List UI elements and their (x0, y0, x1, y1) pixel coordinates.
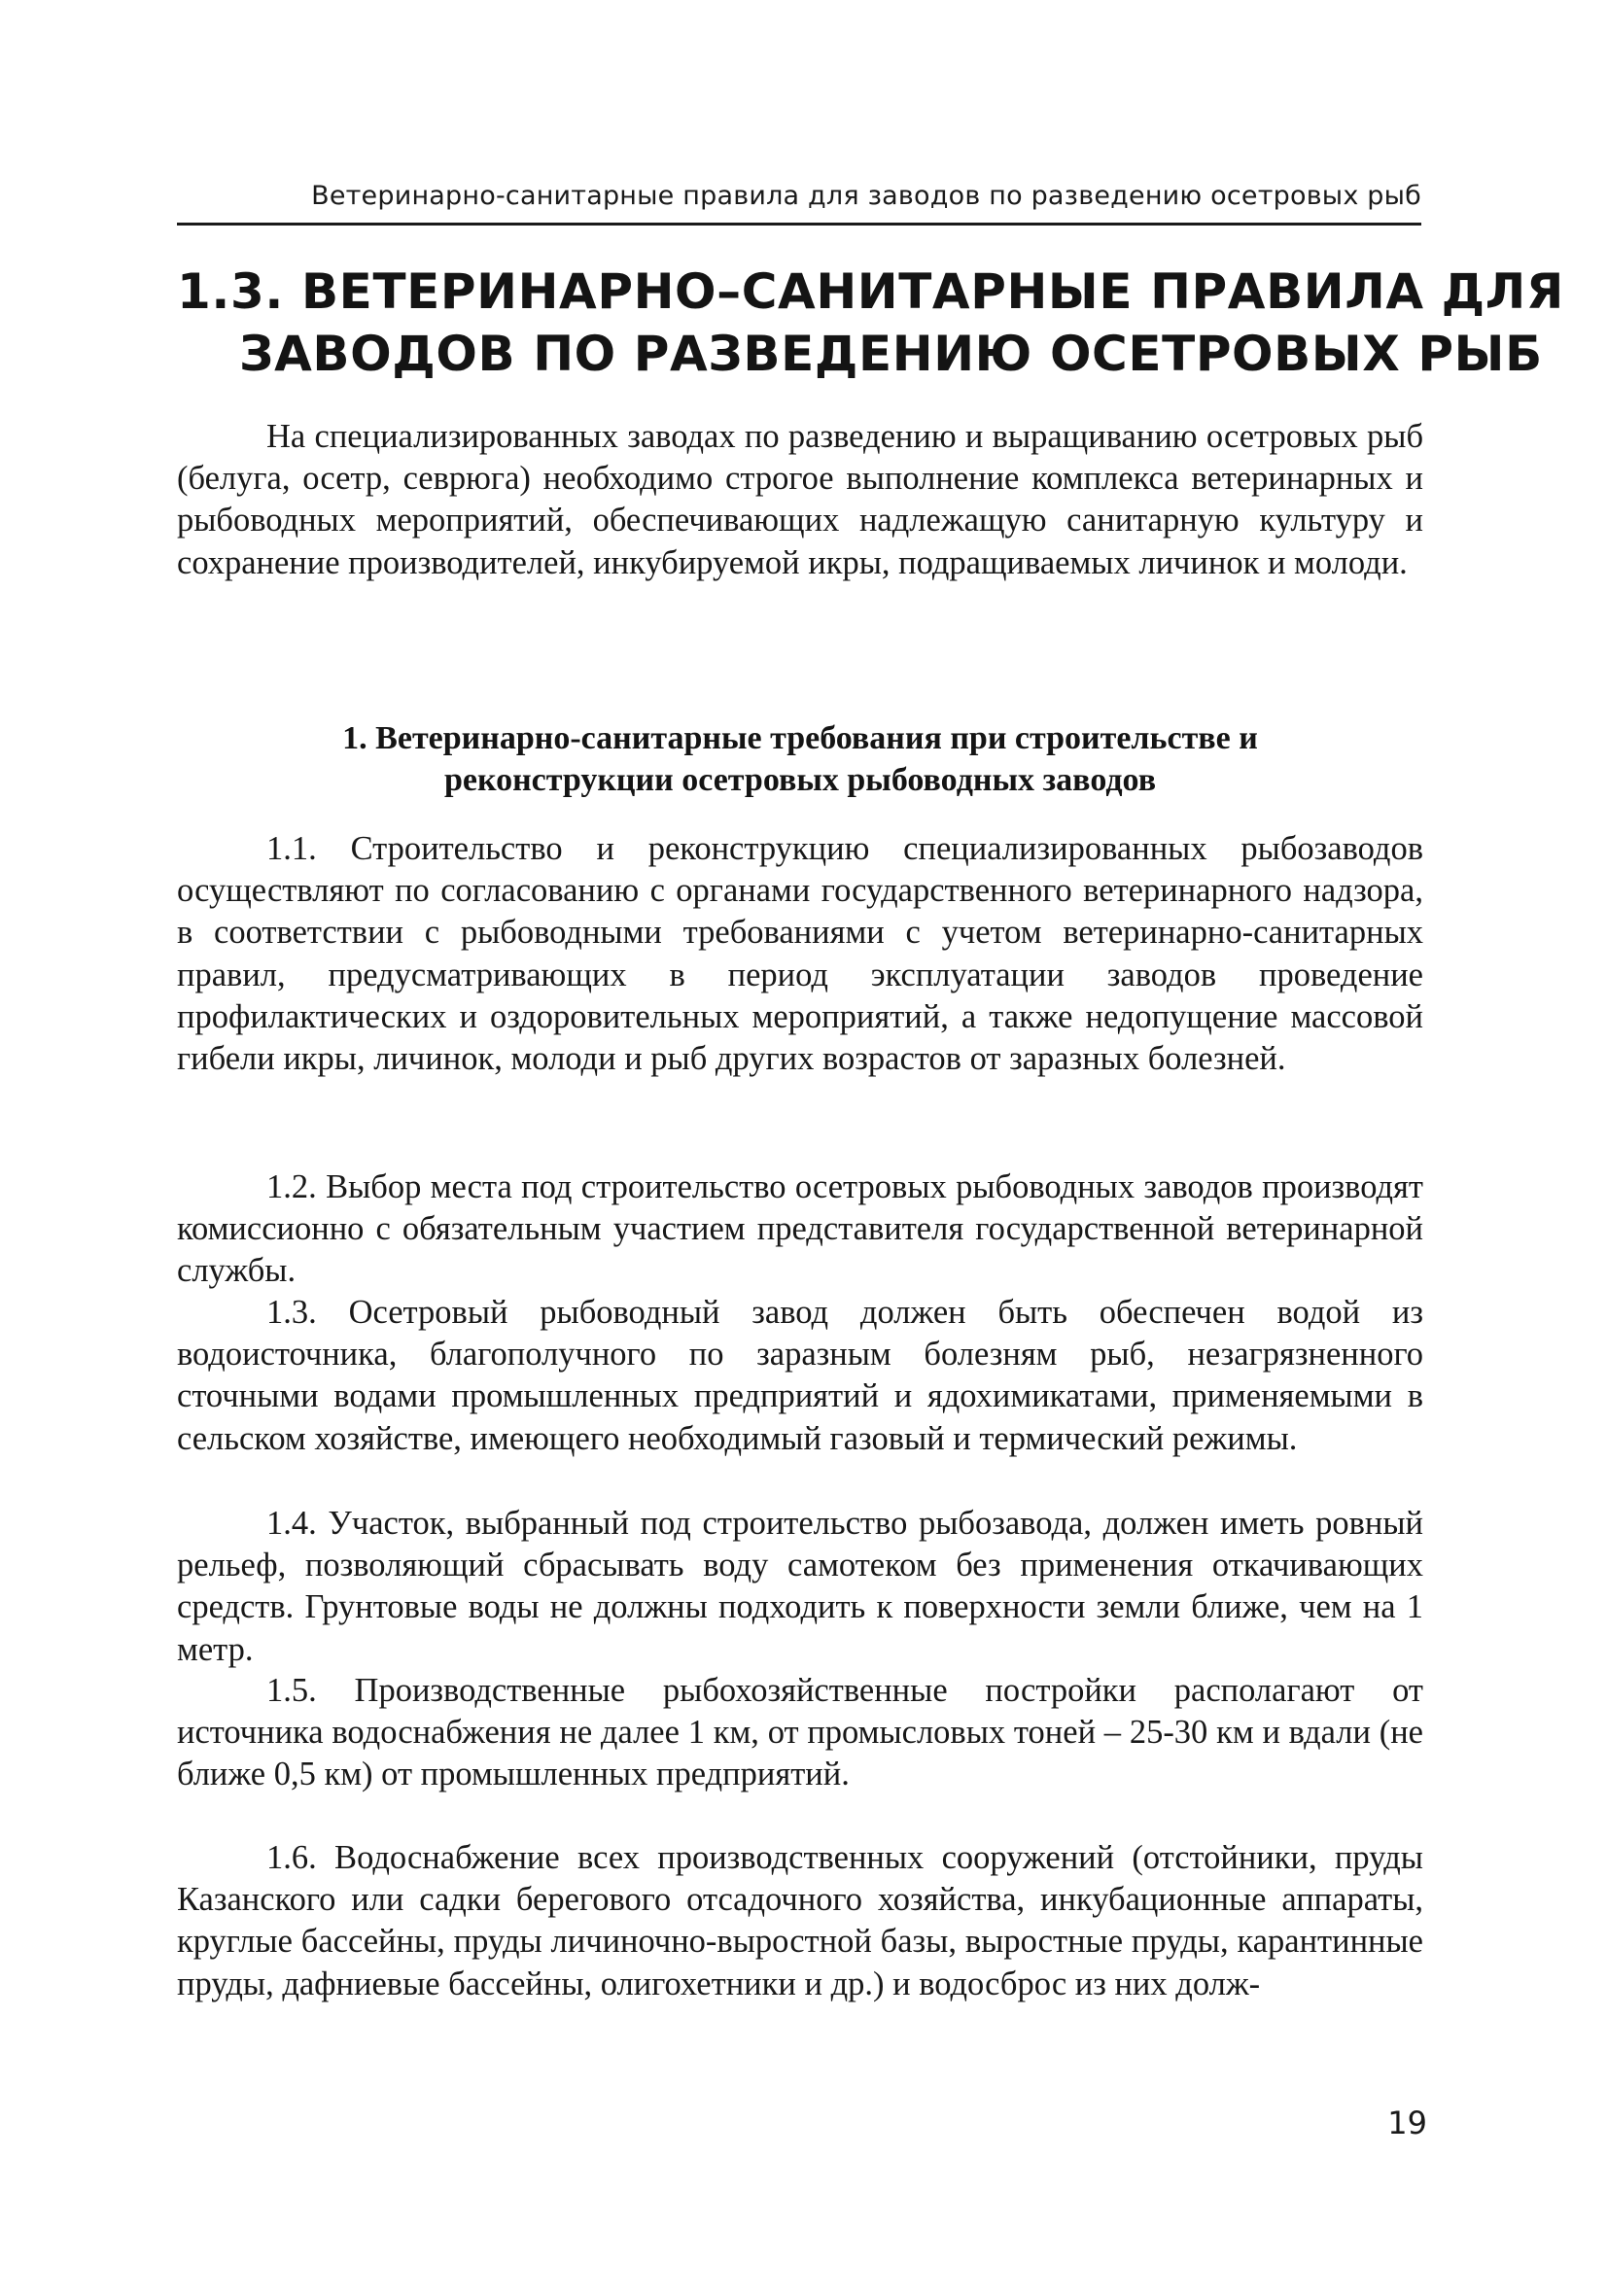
paragraph-1-6: 1.6. Водоснабжение всех производственных сооружений (отстойники, пруды Казанского или садки берегового отсадочного хозяйства, инкубационные аппараты, круглые бассейны, пруды личиночно-выростной базы, выростные пруды, карантинные пруды, дафниевые бассейны, олигохетники и др.) и водосброс из них долж- (177, 1839, 1423, 2002)
section-title-line-2: ЗАВОДОВ ПО РАЗВЕДЕНИЮ ОСЕТРОВЫХ РЫБ (239, 326, 1543, 382)
paragraph-1-3: 1.3. Осетровый рыбоводный завод должен быть обеспечен водой из водоисточника, благополучного по заразным болезням рыб, незагрязненного сточными водами промышленных предприятий и ядохимикатами, применяемыми в сельском хозяйстве, имеющего необходимый газовый и термический режимы. (177, 1294, 1423, 1457)
subsection-heading-line-1: 1. Ветеринарно-санитарные требования при строительстве и (342, 720, 1258, 756)
paragraph-1-2: 1.2. Выбор места под строительство осетровых рыбоводных заводов производят комиссионно с обязательным участием представителя государственной ветеринарной службы. (177, 1168, 1423, 1290)
paragraph-1-1: 1.1. Строительство и реконструкцию специализированных рыбозаводов осуществляют по согласованию с органами государственного ветеринарного надзора, в соответствии с рыбоводными требованиями с учетом ветеринарно-санитарных правил, предусматривающих в период эксплуатации заводов проведение профилактических и оздоровительных мероприятий, а также недопущение массовой гибели икры, личинок, молоди и рыб других возрастов от заразных болезней. (177, 830, 1423, 1078)
subsection-heading-line-2: реконструкции осетровых рыбоводных заводов (443, 762, 1157, 798)
intro-paragraph: На специализированных заводах по разведению и выращиванию осетровых рыб (белуга, осетр, севрюга) необходимо строгое выполнение комплекса ветеринарных и рыбоводных мероприятий, обеспечивающих надлежащую санитарную культуру и сохранение производителей, инкубируемой икры, подращиваемых личинок и молоди. (177, 418, 1423, 581)
paragraph-1-5: 1.5. Производственные рыбохозяйственные постройки располагают от источника водоснабжения не далее 1 км, от промысловых тоней – 25-30 км и вдали (не ближе 0,5 км) от промышленных предприятий. (177, 1672, 1423, 1793)
running-header: Ветеринарно-санитарные правила для заводов по разведению осетровых рыб (311, 181, 1421, 211)
section-title (177, 261, 1565, 385)
header-divider (177, 223, 1421, 226)
page-number: 19 (1387, 2105, 1427, 2141)
paragraph-1-4: 1.4. Участок, выбранный под строительство рыбозавода, должен иметь ровный рельеф, позволяющий сбрасывать воду самотеком без применения откачивающих средств. Грунтовые воды не должны подходить к поверхности земли ближе, чем на 1 метр. (177, 1505, 1423, 1668)
section-title-line-1: 1.3. ВЕТЕРИНАРНО–САНИТАРНЫЕ ПРАВИЛА ДЛЯ (177, 263, 1565, 320)
subsection-heading (177, 717, 1423, 801)
